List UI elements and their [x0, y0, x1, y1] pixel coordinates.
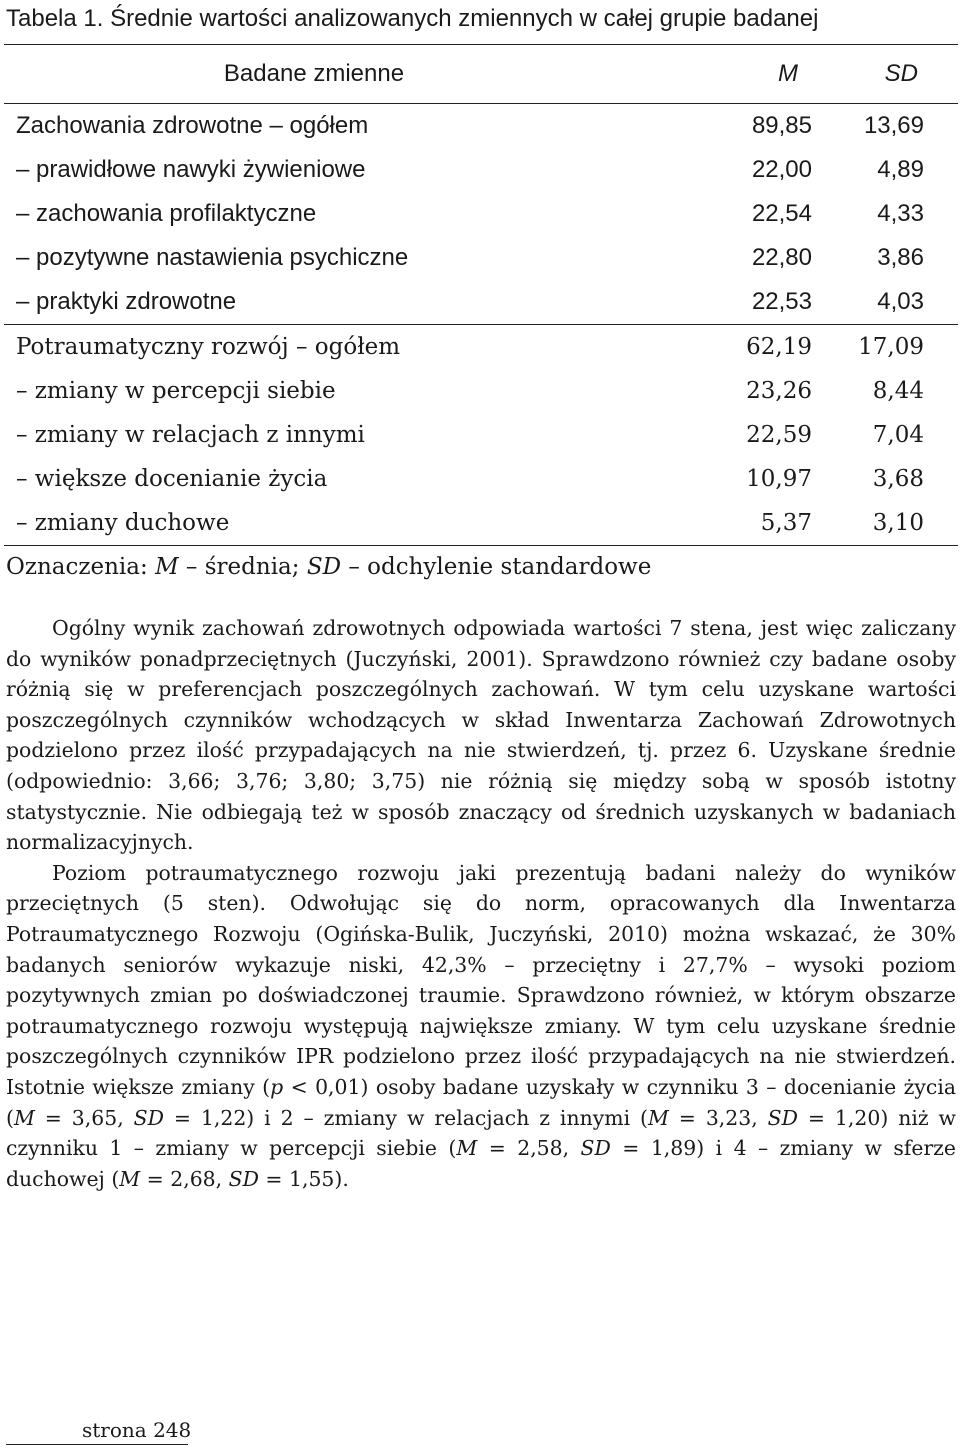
header-variables: Badane zmienne — [223, 60, 405, 87]
italic-symbol: SD — [580, 1136, 611, 1161]
growth-row — [4, 369, 958, 413]
sd-value: 7,04 — [872, 422, 924, 448]
sd-value: 3,68 — [872, 466, 924, 492]
italic-symbol: M — [13, 1105, 35, 1130]
sd-value: 4,89 — [877, 156, 924, 183]
mean-value: 23,26 — [746, 378, 812, 404]
mean-value: 22,53 — [751, 288, 812, 315]
header-sd: SD — [884, 60, 918, 87]
growth-row — [4, 501, 958, 545]
mean-value: 22,54 — [751, 200, 812, 227]
text-segment: = 1,89) i 4 – zmiany w sferze duchowej ( — [6, 1136, 956, 1191]
mean-value: 22,59 — [746, 422, 812, 448]
sd-value: 13,69 — [863, 112, 924, 139]
italic-symbol: M — [456, 1136, 478, 1161]
variable-label: Potraumatyczny rozwój – ogółem — [16, 334, 401, 360]
sd-value: 3,10 — [872, 510, 924, 536]
notes-sd-definition: – odchylenie standardowe — [341, 554, 652, 580]
text-segment: Poziom potraumatycznego rozwoju jaki prezentują badani należy do wyników przeciętnych (5 sten). Odwołując się do norm, opracowanych dla Inwentarza Potraumatycznego Rozwoju (Ogińska-Bulik, Juczyński, 2010) można wskazać, że 30% badanych seniorów wykazuje niski, 42,3% – przeciętny i 27,7% – wysoki poziom pozytywnych zmian po doświadczonej traumie. Sprawdzono również, w którym obszarze potraumatycznego rozwoju występują największe zmiany. W tym celu uzyskane średnie poszczególnych czynników IPR podzielono przez ilość przypadających na nie stwierdzeń. Istotnie większe zmiany ( — [6, 860, 956, 1099]
sd-value: 4,03 — [877, 288, 924, 315]
table-notes — [6, 552, 651, 582]
mean-value: 10,97 — [746, 466, 812, 492]
italic-symbol: M — [647, 1105, 669, 1130]
text-segment: Ogólny wynik zachowań zdrowotnych odpowiada wartości 7 stena, jest więc zaliczany do wyników ponadprzeciętnych (Juczyński, 2001). Sprawdzono również czy badane osoby różnią się w preferencjach poszczególnych zachowań. W tym celu uzyskane wartości poszczególnych czynników wchodzących w skład Inwentarza Zachowań Zdrowotnych podzielono przez ilość przypadających na nie stwierdzeń, tj. przez 6. Uzyskane średnie (odpowiednio: 3,66; 3,76; 3,80; 3,75) nie różnią się między sobą w sposób istotny statystycznie. Nie odbiegają też w sposób znaczący od średnich uzyskanych w badaniach normalizacyjnych. — [6, 616, 956, 855]
mean-value: 62,19 — [746, 334, 812, 360]
text-segment: < 0,01) osoby badane uzyskały w czynniku 3 – docenianie życia ( — [6, 1074, 956, 1130]
sd-value: 8,44 — [872, 378, 924, 404]
sd-value: 17,09 — [858, 334, 924, 360]
variable-label: – prawidłowe nawyki żywieniowe — [16, 156, 366, 183]
paragraph — [6, 613, 956, 858]
table-section-health-behaviors — [4, 104, 958, 324]
italic-symbol: SD — [767, 1105, 798, 1130]
variable-label: – zmiany duchowe — [16, 510, 230, 536]
table-section-posttraumatic-growth — [4, 325, 958, 545]
sd-value: 3,86 — [877, 244, 924, 271]
notes-prefix: Oznaczenia: — [6, 554, 156, 580]
health-behavior-row — [4, 148, 958, 192]
italic-symbol: M — [119, 1166, 141, 1191]
sd-value: 4,33 — [877, 200, 924, 227]
italic-symbol: SD — [133, 1105, 164, 1130]
growth-row — [4, 413, 958, 457]
variable-label: – zachowania profilaktyczne — [16, 200, 317, 227]
health-behavior-row — [4, 192, 958, 236]
variable-label: – praktyki zdrowotne — [16, 288, 237, 315]
text-segment: = 2,58, — [477, 1136, 581, 1161]
table-caption: Tabela 1. Średnie wartości analizowanych zmiennych w całej grupie badanej — [6, 5, 819, 32]
health-behavior-row — [4, 236, 958, 280]
body-text — [6, 613, 956, 1194]
table-header-row — [4, 45, 958, 103]
notes-m-symbol: M — [155, 554, 179, 580]
health-behavior-row — [4, 104, 958, 148]
italic-symbol: p — [270, 1074, 284, 1099]
variable-label: Zachowania zdrowotne – ogółem — [16, 112, 369, 139]
variable-label: – pozytywne nastawienia psychiczne — [16, 244, 409, 271]
table-bottom-rule — [4, 545, 958, 546]
paragraph — [6, 858, 956, 1195]
results-table — [4, 44, 958, 546]
footer-rule — [6, 1444, 188, 1445]
growth-row — [4, 457, 958, 501]
mean-value: 89,85 — [751, 112, 812, 139]
notes-m-definition: – średnia; — [178, 554, 307, 580]
mean-value: 22,00 — [751, 156, 812, 183]
text-segment: = 3,65, — [34, 1105, 134, 1130]
health-behavior-row — [4, 280, 958, 324]
notes-sd-symbol: SD — [306, 554, 342, 580]
variable-label: – zmiany w relacjach z innymi — [16, 422, 365, 448]
mean-value: 22,80 — [751, 244, 812, 271]
text-segment: = 3,23, — [668, 1105, 768, 1130]
text-segment: = 1,55). — [258, 1166, 349, 1191]
growth-row — [4, 325, 958, 369]
header-mean: M — [778, 60, 798, 87]
variable-label: – zmiany w percepcji siebie — [16, 378, 336, 404]
mean-value: 5,37 — [760, 510, 812, 536]
text-segment: = 1,20) niż w czynniku 1 – zmiany w percepcji siebie ( — [6, 1105, 956, 1161]
text-segment: = 1,22) i 2 – zmiany w relacjach z innymi ( — [163, 1105, 648, 1130]
variable-label: – większe docenianie życia — [16, 466, 328, 492]
italic-symbol: SD — [228, 1166, 259, 1191]
page-number: strona 248 — [82, 1418, 192, 1442]
text-segment: = 2,68, — [140, 1166, 229, 1191]
